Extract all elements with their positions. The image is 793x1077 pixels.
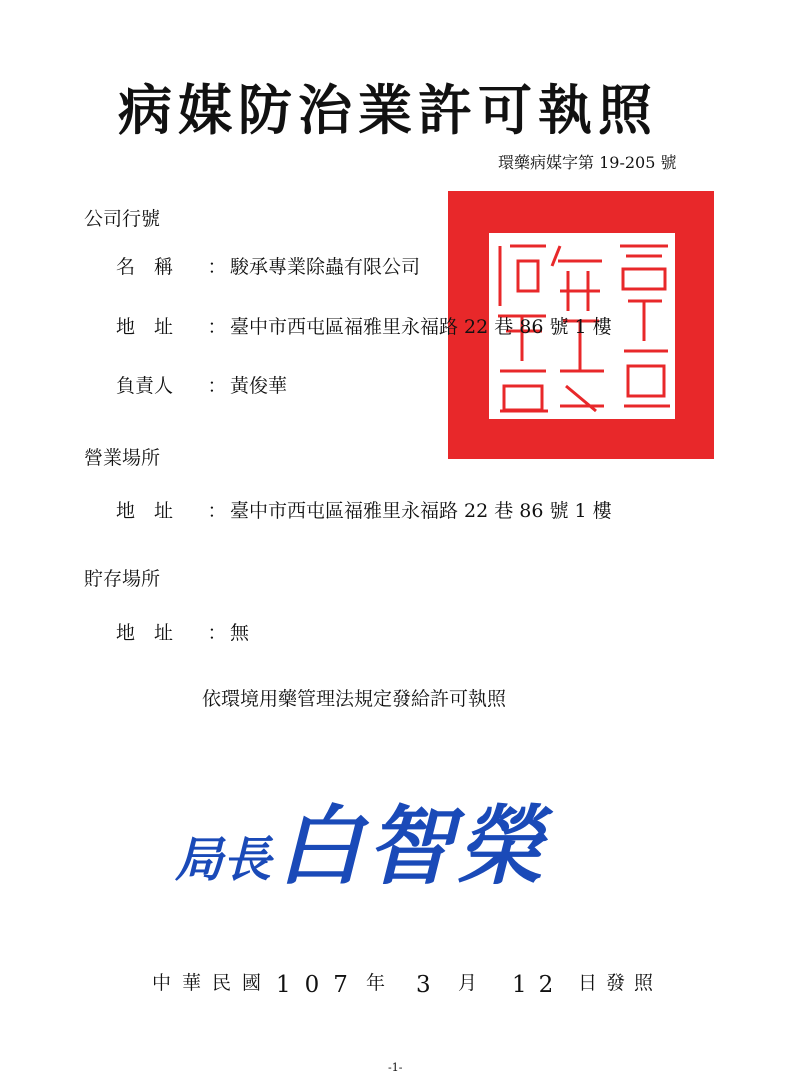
company-heading: 公司行號 — [84, 208, 161, 230]
company-name-row — [116, 256, 420, 279]
date-month-unit: 月 — [458, 972, 478, 994]
company-name: 駿承專業除蟲有限公司 — [230, 256, 421, 278]
storage-address: 無 — [230, 622, 250, 644]
business-address-row — [116, 500, 612, 523]
date-era: 中華民國 — [152, 972, 273, 994]
label: 地 址 — [116, 622, 174, 644]
label: 地 址 — [116, 316, 174, 338]
colon: ： — [207, 256, 227, 278]
date-month: 3 — [416, 972, 431, 998]
signature-name: 白智榮 — [276, 797, 547, 897]
owner-name: 黃俊華 — [230, 375, 288, 397]
issuance-statement: 依環境用藥管理法規定發給許可執照 — [202, 688, 507, 710]
colon: ： — [207, 622, 227, 644]
date-day-unit: 日發照 — [578, 972, 663, 994]
page-number: -1- — [388, 1061, 403, 1074]
business-site-heading: 營業場所 — [84, 447, 161, 469]
company-address-row — [116, 316, 612, 339]
date-year-unit: 年 — [366, 972, 386, 994]
document-title: 病媒防治業許可執照 — [118, 79, 658, 142]
business-address: 臺中市西屯區福雅里永福路 22 巷 86 號 1 樓 — [230, 500, 612, 522]
company-address: 臺中市西屯區福雅里永福路 22 巷 86 號 1 樓 — [230, 316, 612, 338]
storage-site-heading: 貯存場所 — [84, 568, 161, 590]
director-signature-stamp — [175, 797, 547, 897]
owner-row — [116, 375, 287, 398]
colon: ： — [207, 316, 227, 338]
label: 名 稱 — [116, 256, 174, 278]
label: 地 址 — [116, 500, 174, 522]
date-year: 107 — [276, 972, 362, 998]
date-day: 12 — [512, 972, 566, 998]
colon: ： — [207, 500, 227, 522]
signature-title: 局長 — [175, 832, 272, 888]
colon: ： — [207, 375, 227, 397]
issue-date — [152, 972, 662, 1000]
license-number: 環藥病媒字第 19-205 號 — [498, 153, 677, 172]
label: 負責人 — [116, 375, 174, 397]
storage-address-row — [116, 622, 249, 645]
